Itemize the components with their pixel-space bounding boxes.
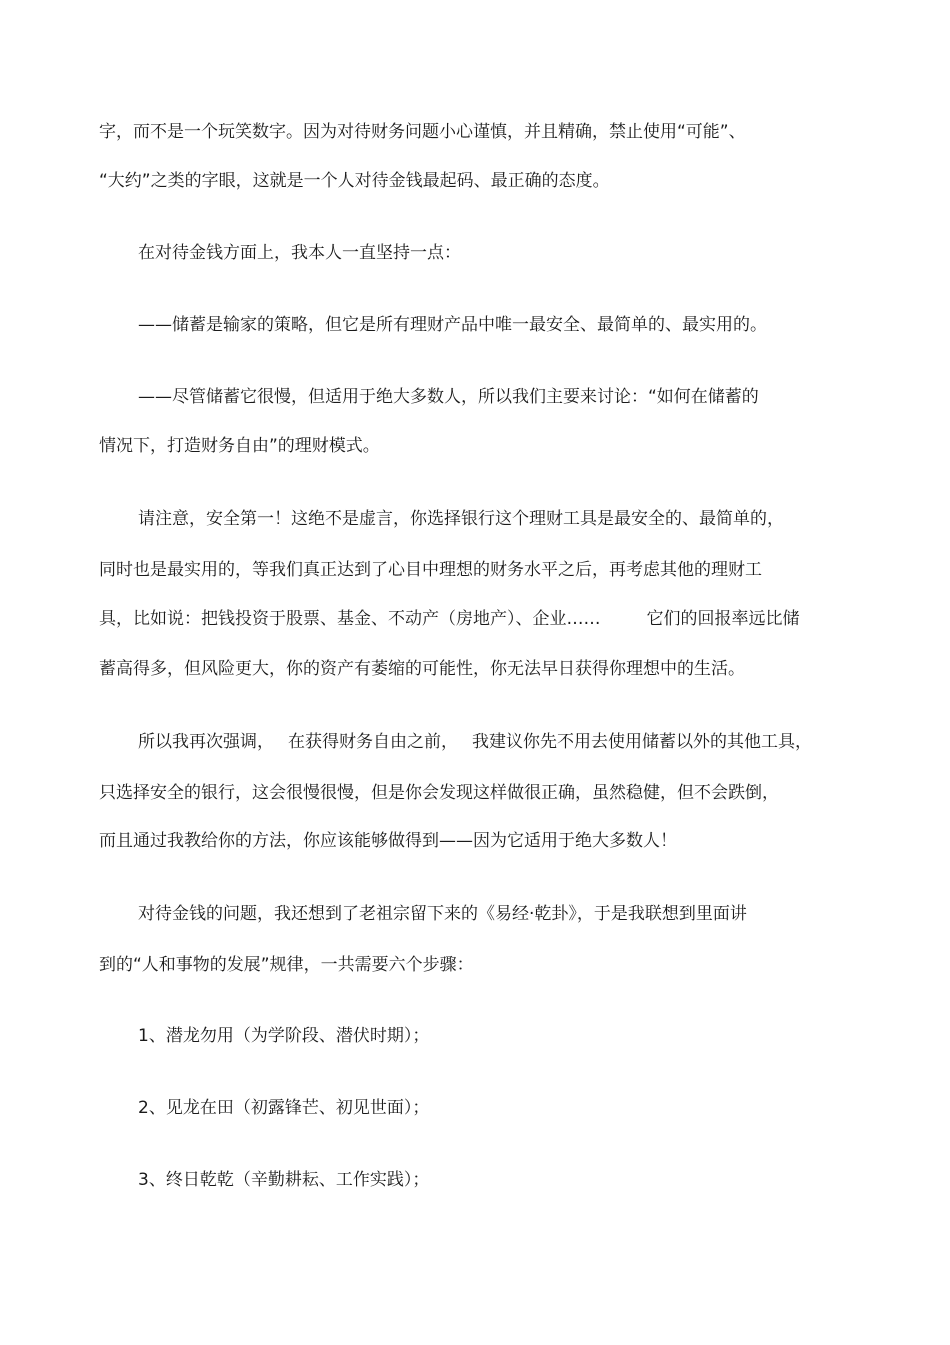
text-line: “大约”之类的字眼，这就是一个人对待金钱最起码、最正确的态度。 [99,171,610,191]
text-fragment: 我建议你先不用去使用储蓄以外的其他工具， [472,732,812,752]
text-line: 只选择安全的银行，这会很慢很慢，但是你会发现这样做很正确，虽然稳健，但不会跌倒， [99,783,779,803]
text-line: 请注意，安全第一！这绝不是虚言，你选择银行这个理财工具是最安全的、最简单的， [138,509,784,529]
list-item: 1、潜龙勿用（为学阶段、潜伏时期）； [138,1026,430,1046]
text-line [138,732,950,752]
text-line: 字，而不是一个玩笑数字。因为对待财务问题小心谨慎，并且精确，禁止使用“可能”、 [99,122,746,142]
text-line: ——储蓄是输家的策略，但它是所有理财产品中唯一最安全、最简单的、最实用的。 [138,315,767,335]
text-line: 情况下，打造财务自由”的理财模式。 [99,436,380,456]
text-line: ——尽管储蓄它很慢，但适用于绝大多数人，所以我们主要来讨论：“如何在储蓄的 [138,387,759,407]
text-line: 到的“人和事物的发展”规律，一共需要六个步骤： [99,955,474,975]
list-item: 2、见龙在田（初露锋芒、初见世面）； [138,1098,430,1118]
list-item: 3、终日乾乾（辛勤耕耘、工作实践）； [138,1170,430,1190]
text-line [99,609,950,629]
text-line: 对待金钱的问题，我还想到了老祖宗留下来的《易经·乾卦》，于是我联想到里面讲 [138,904,747,924]
text-fragment: 它们的回报率远比储 [646,609,800,629]
text-line: 同时也是最实用的，等我们真正达到了心目中理想的财务水平之后，再考虑其他的理财工 [99,560,762,580]
text-fragment: 具，比如说：把钱投资于股票、基金、不动产（房地产）、企业…… [99,609,601,629]
text-fragment: 在获得财务自由之前， [288,732,458,752]
text-line: 而且通过我教给你的方法，你应该能够做得到——因为它适用于绝大多数人！ [99,831,677,851]
text-line: 在对待金钱方面上，我本人一直坚持一点： [138,243,461,263]
text-fragment: 所以我再次强调， [138,732,274,752]
text-line: 蓄高得多，但风险更大，你的资产有萎缩的可能性，你无法早日获得你理想中的生活。 [99,659,745,679]
